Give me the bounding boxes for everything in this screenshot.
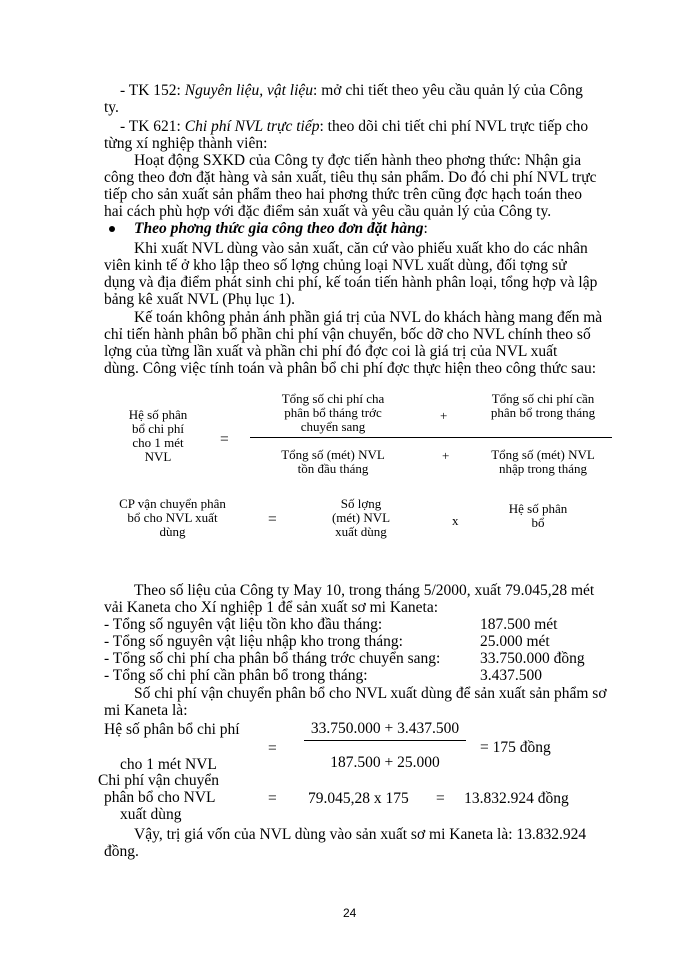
f1-den-a-l1: Tổng số (mét) NVL: [281, 447, 385, 462]
p1-l3: dụng và địa điểm phát sinh chi phí, kế toán tiến hành phân loại, tổng hợp và lập: [104, 274, 598, 291]
f2-lhs-l3: dùng: [159, 524, 186, 539]
f1-den-a: [258, 448, 408, 476]
calc1-lhs-l2: cho 1 mét NVL: [120, 756, 217, 773]
f1-num-a-l2: phân bổ tháng trớc: [284, 405, 382, 420]
f1-num-b-l1: Tổng số chi phí cần: [491, 391, 595, 406]
tk621-name: Chi phí NVL trực tiếp: [184, 118, 320, 135]
calc2-result: = 13.832.924 đồng: [436, 790, 569, 807]
f2-lhs-l2: bổ cho NVL xuất: [127, 510, 218, 525]
f2-mid-l2: (mét) NVL: [331, 510, 391, 525]
tk152-desc: : mở chi tiết theo yêu cầu quản lý của Công: [313, 82, 583, 99]
example-item-value: 187.500 mét: [480, 616, 558, 633]
example-item-value: 25.000 mét: [480, 633, 550, 650]
f2-rhs-l1: Hệ số phân: [508, 501, 568, 516]
page-number: 24: [343, 906, 357, 920]
p2-l1: Kế toán không phản ánh phần giá trị của NVL do khách hàng mang đến mà: [134, 309, 603, 326]
tk621-desc: : theo dõi chi tiết chi phí NVL trực tiếp cho: [319, 118, 589, 135]
tk621-code: - TK 621:: [120, 118, 185, 135]
f1-lhs-l3: cho 1 mét: [132, 435, 184, 450]
p1-l2: viên kinh tế ở kho lập theo số lợng chủng loại NVL xuất dùng, đối tợng sử: [104, 257, 567, 274]
example-l3: Số chi phí vận chuyển phân bổ cho NVL xuất dùng để sản xuất sản phẩm sơ: [134, 685, 607, 702]
f1-num-plus: +: [440, 408, 448, 423]
calc1-result: = 175 đồng: [480, 739, 551, 756]
f1-num-a: [258, 392, 408, 434]
f1-den-plus: +: [442, 448, 450, 463]
p2-l4: dùng. Công việc tính toán và phân bổ chi phí đợc thực hiện theo công thức sau:: [104, 360, 597, 377]
conclusion-l1: Vậy, trị giá vốn của NVL dùng vào sản xuất sơ mi Kaneta là: 13.832.924: [134, 826, 587, 843]
calc1-fraction-bar: [304, 740, 466, 741]
f2-rhs-l2: bổ: [531, 515, 545, 530]
f1-lhs: [98, 408, 218, 464]
calc1-lhs-l1: Hệ số phân bổ chi phí: [104, 721, 240, 738]
example-l2: vải Kaneta cho Xí nghiệp 1 để sản xuất sơ mi Kaneta:: [104, 599, 439, 616]
f1-den-b-l1: Tổng số (mét) NVL: [491, 447, 595, 462]
f1-lhs-l4: NVL: [144, 449, 172, 464]
calc2-lhs-l2: phân bổ cho NVL: [104, 789, 216, 806]
f1-equals: =: [220, 431, 229, 448]
f2-equals: =: [268, 511, 277, 528]
section-heading: [134, 220, 428, 237]
calc2-lhs-l1: Chi phí vận chuyển: [98, 772, 219, 789]
tk152-code: - TK 152:: [120, 82, 185, 99]
f1-fraction-bar: [250, 437, 612, 438]
f2-lhs: [100, 497, 245, 539]
calc2-expression: 79.045,28 x 175: [308, 790, 409, 807]
calc2-lhs-l3: xuất dùng: [120, 806, 182, 823]
f2-mid-l1: Số lợng: [340, 496, 382, 511]
calc1-numerator: 33.750.000 + 3.437.500: [310, 720, 460, 737]
business-paragraph-l2: công theo đơn đặt hàng và sản xuất, tiêu thụ sản phẩm. Do đó chi phí NVL trực: [104, 169, 597, 186]
calc1-equals: =: [268, 740, 277, 757]
f2-rhs: [488, 502, 588, 530]
tk621-line: [120, 118, 588, 135]
f1-num-b-l2: phân bổ trong tháng: [490, 405, 596, 420]
f1-num-a-l3: chuyển sang: [300, 419, 366, 434]
p1-l1: Khi xuất NVL dùng vào sản xuất, căn cứ vào phiếu xuất kho do các nhân: [134, 240, 588, 257]
business-paragraph-l3: tiếp cho sản xuất sản phẩm theo hai phơng thức trên cũng đợc hạch toán theo: [104, 186, 583, 203]
f1-den-a-l2: tồn đầu tháng: [297, 461, 369, 476]
example-item-label: - Tổng số nguyên vật liệu nhập kho trong tháng:: [104, 633, 403, 650]
example-item-value: 33.750.000 đồng: [480, 650, 585, 667]
bullet-icon: [109, 226, 115, 232]
section-heading-text: Theo phơng thức gia công theo đơn đặt hàng: [134, 220, 424, 237]
f2-lhs-l1: CP vận chuyển phân: [119, 496, 226, 511]
tk152-desc-cont: ty.: [104, 99, 119, 116]
tk152-name: Nguyên liệu, vật liệu: [184, 82, 314, 99]
section-heading-colon: :: [423, 220, 428, 237]
example-item-label: - Tổng số chi phí cha phân bổ tháng trớc chuyển sang:: [104, 650, 441, 667]
example-item-label: - Tổng số nguyên vật liệu tồn kho đầu tháng:: [104, 616, 383, 633]
business-paragraph-l4: hai cách phù hợp với đặc điểm sản xuất và yêu cầu quản lý của Công ty.: [104, 203, 552, 220]
business-paragraph-l1: Hoạt động SXKD của Công ty đợc tiến hành theo phơng thức: Nhận gia: [134, 152, 582, 169]
calc1-denominator: 187.500 + 25.000: [330, 754, 440, 771]
example-item-label: - Tổng số chi phí cần phân bổ trong tháng:: [104, 667, 368, 684]
p2-l2: chỉ tiến hành phân bổ phần chi phí vận chuyển, bốc dỡ cho NVL chính theo số: [104, 326, 591, 343]
calc2-equals: =: [268, 790, 277, 807]
f1-den-b-l2: nhập trong tháng: [498, 461, 588, 476]
f2-mid: [306, 497, 416, 539]
f1-lhs-l2: bổ chi phí: [132, 421, 184, 436]
f1-num-a-l1: Tổng số chi phí cha: [281, 391, 385, 406]
f2-mid-l3: xuất dùng: [335, 524, 387, 539]
f1-num-b: [468, 392, 618, 420]
f1-lhs-l1: Hệ số phân: [128, 407, 188, 422]
f1-den-b: [468, 448, 618, 476]
p2-l3: lợng của từng lần xuất và phần chi phí đó đợc coi là giá trị của NVL xuất: [104, 343, 558, 360]
tk152-line: [120, 82, 583, 99]
f2-times: x: [452, 513, 459, 528]
example-l4: mi Kaneta là:: [104, 702, 188, 719]
p1-l4: bảng kê xuất NVL (Phụ lục 1).: [104, 291, 295, 308]
example-l1: Theo số liệu của Công ty May 10, trong tháng 5/2000, xuất 79.045,28 mét: [134, 582, 595, 599]
example-item-value: 3.437.500: [480, 667, 542, 684]
tk621-desc-cont: từng xí nghiệp thành viên:: [104, 135, 268, 152]
conclusion-l2: đồng.: [104, 843, 139, 860]
